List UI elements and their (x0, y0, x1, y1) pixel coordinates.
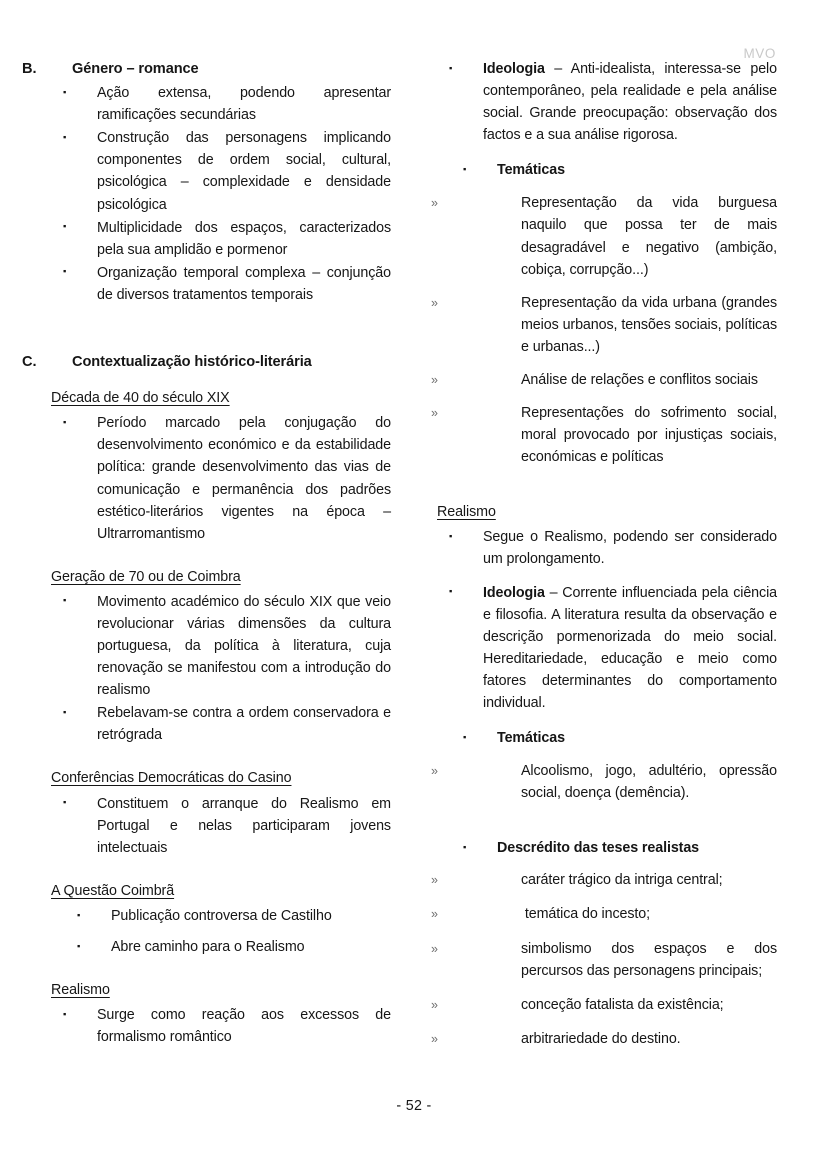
list-item: ▪ Organização temporal complexa – conjunção de diversos tratamentos temporais (63, 264, 391, 303)
spacer (437, 860, 777, 869)
spacer (51, 546, 391, 566)
square-bullet-icon: ▪ (63, 595, 67, 607)
subheading-block (51, 566, 391, 588)
spacer (437, 983, 777, 994)
spacer (437, 359, 777, 369)
guillemet-bullet-icon: » (431, 941, 438, 956)
square-bullet-icon: ▪ (449, 62, 453, 74)
square-bullet-icon: ▪ (449, 530, 453, 542)
guillemet-bullet-icon: » (431, 295, 438, 310)
subheading-block (51, 880, 391, 902)
subheading-block (51, 767, 391, 789)
list-item: ▪ Publicação controversa de Castilho (77, 908, 332, 924)
spacer (437, 147, 777, 159)
heading-section-b (22, 58, 391, 80)
square-bullet-icon: ▪ (449, 586, 453, 598)
square-bullet-icon: ▪ (63, 221, 67, 233)
square-bullet-icon: ▪ (77, 940, 81, 952)
list-item: ▪ Constituem o arranque do Realismo em Portugal e nelas participaram jovens intelectuais (63, 795, 391, 856)
spacer (437, 892, 777, 903)
list-item: » arbitrariedade do destino. (437, 1028, 777, 1050)
list-item: ▪ Movimento académico do século XIX que veio revolucionar várias dimensões da cultura portuguesa, da política à literatura, cuja renovação se manifestou com a introdução do realismo (63, 593, 391, 699)
list-item: ▪ Temáticas (463, 730, 565, 747)
section-b-letter: B. (22, 61, 37, 77)
square-bullet-icon: ▪ (63, 1008, 67, 1020)
square-bullet-icon: ▪ (463, 841, 467, 853)
spacer (437, 282, 777, 292)
spacer (437, 1017, 777, 1028)
square-bullet-icon: ▪ (63, 131, 67, 143)
list-item: ▪ Descrédito das teses realistas (463, 840, 700, 857)
square-bullet-icon: ▪ (463, 731, 467, 743)
list-item: » Representação da vida urbana (grandes meios urbanos, tensões sociais, políticas e urbanas...) (431, 294, 777, 355)
guillemet-bullet-icon: » (431, 1031, 438, 1046)
list-item: ▪ Ideologia – Corrente influenciada pela ciência e filosofia. A literatura resulta da observação e descrição pormenorizada do meio social. Hereditariedade, educação e meio como fatores determinantes do comportamento individual. (449, 584, 777, 711)
spacer (437, 469, 777, 501)
term-ideologia: Ideologia (483, 584, 545, 601)
guillemet-bullet-icon: » (431, 406, 438, 421)
heading-section-c (22, 351, 391, 373)
page-number: - 52 - (396, 1098, 432, 1114)
spacer (51, 959, 391, 979)
square-bullet-icon: ▪ (63, 266, 67, 278)
guillemet-bullet-icon: » (431, 907, 438, 922)
list-item: ▪ Ideologia – Anti-idealista, interessa-se pelo contemporâneo, pela realidade e pela análise social. Grande preocupação: observação dos factos e a sua análise rigorosa. (449, 61, 777, 144)
spacer (437, 715, 777, 727)
square-bullet-icon: ▪ (63, 797, 67, 809)
spacer (51, 928, 391, 936)
guillemet-bullet-icon: » (431, 372, 438, 387)
subheading-block (51, 387, 391, 409)
subheading: Conferências Democráticas do Casino (51, 770, 292, 787)
spacer (437, 182, 777, 192)
subheading-block (51, 979, 391, 1001)
list-item: ▪ Abre caminho para o Realismo (77, 939, 305, 956)
spacer (437, 750, 777, 760)
list-item: » temática do incesto; (437, 903, 777, 925)
square-bullet-icon: ▪ (63, 706, 67, 718)
list-item: » simbolismo dos espaços e dos percursos das personagens principais; (431, 940, 777, 979)
spacer (51, 307, 391, 351)
spacer (437, 927, 777, 938)
guillemet-bullet-icon: » (431, 764, 438, 779)
list-item: » Análise de relações e conflitos sociais (437, 369, 777, 391)
section-b-title: Género – romance (72, 61, 199, 77)
spacer (51, 860, 391, 880)
spacer (437, 572, 777, 582)
list-item: ▪ Multiplicidade dos espaços, caracterizados pela sua amplidão e pormenor (63, 219, 391, 258)
list-item: » caráter trágico da intriga central; (437, 869, 777, 891)
subheading: Realismo (437, 504, 496, 521)
spacer (437, 805, 777, 837)
square-bullet-icon: ▪ (63, 416, 67, 428)
spacer (51, 747, 391, 767)
subheading: Realismo (51, 982, 110, 999)
list-item: ▪ Período marcado pela conjugação do desenvolvimento económico e da estabilidade política: grande desenvolvimento das vias de comunicação e permanência dos padrões estético-literários vigentes na época – Ultrarromantismo (63, 415, 391, 542)
right-column (431, 58, 777, 1051)
spacer (437, 392, 777, 402)
spacer (51, 375, 391, 387)
guillemet-bullet-icon: » (431, 873, 438, 888)
list-item: » Representações do sofrimento social, moral provocado por injustiças sociais, económicas e políticas (431, 405, 777, 466)
subheading-block (437, 501, 777, 523)
list-item: ▪ Construção das personagens implicando componentes de ordem social, cultural, psicológica – complexidade e densidade psicológica (63, 130, 391, 213)
square-bullet-icon: ▪ (463, 163, 467, 175)
two-column-body (22, 58, 777, 1051)
list-item: » Representação da vida burguesa naquilo que possa ter de mais desagradável e negativo (ambição, cobiça, corrupção...) (431, 195, 777, 278)
list-item: ▪ Surge como reação aos excessos de formalismo romântico (63, 1007, 391, 1046)
list-item: ▪ Segue o Realismo, podendo ser considerado um prolongamento. (449, 529, 777, 568)
square-bullet-icon: ▪ (63, 86, 67, 98)
list-item: ▪ Temáticas (463, 162, 565, 179)
subheading: A Questão Coimbrã (51, 882, 175, 899)
subheading: Geração de 70 ou de Coimbra (51, 568, 241, 585)
list-item: ▪ Ação extensa, podendo apresentar ramificações secundárias (63, 85, 391, 124)
watermark-mvo: MVO (743, 46, 776, 61)
subheading: Década de 40 do século XIX (51, 390, 230, 407)
section-c-title: Contextualização histórico-literária (72, 353, 312, 370)
left-column (22, 58, 391, 1049)
list-item: » Alcoolismo, jogo, adultério, opressão social, doença (demência). (431, 763, 777, 802)
section-c-letter: C. (22, 353, 37, 370)
list-item: » conceção fatalista da existência; (437, 994, 777, 1016)
list-item: ▪ Rebelavam-se contra a ordem conservadora e retrógrada (63, 705, 391, 744)
term-ideologia: Ideologia (483, 61, 545, 77)
square-bullet-icon: ▪ (77, 909, 81, 921)
guillemet-bullet-icon: » (431, 196, 438, 211)
guillemet-bullet-icon: » (431, 997, 438, 1012)
